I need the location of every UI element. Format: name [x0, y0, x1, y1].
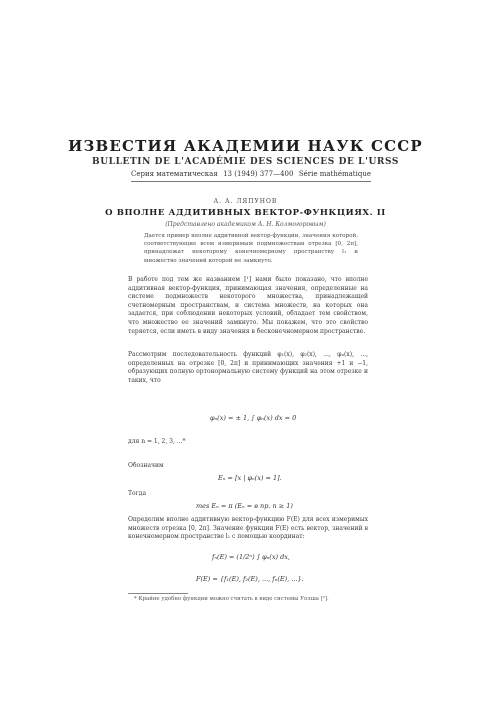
header-divider [131, 181, 371, 182]
paragraph-6: Определим вполне аддитивную вектор-функцию F(E) для всех измеримых множеств отрезка [0, 2π]. Значение функции F(E) есть вектор, значений в конечномерном пространстве l₁ с помощью координат: [128, 516, 368, 541]
article-title: О ВПОЛНЕ АДДИТИВНЫХ ВЕКТОР-ФУНКЦИЯХ. II [105, 208, 386, 218]
series-line [131, 170, 371, 178]
article-author: А. А. ЛЯПУНОВ [213, 198, 278, 205]
paragraph-5: Тогда [128, 490, 147, 497]
journal-title: ИЗВЕСТИЯ АКАДЕМИИ НАУК СССР [68, 137, 423, 155]
abstract: Дается пример вполне аддитивной вектор-функции, значения которой, соответствующие всем измеримым подмножествам отрезка [0, 2π], принадлежат некоторому конечномерному пространству l₁ и множество значений которой не замкнуто. [144, 233, 358, 264]
footnote: * Крайне удобно функции можно считать в виде системы Уолша [²]. [134, 596, 329, 602]
series-left: Серия математическая [131, 170, 218, 178]
formula-4: fₙ(E) = (1/2ⁿ) ∫ φₙ(x) dx, [212, 553, 291, 561]
paragraph-3: для n = 1, 2, 3, ...* [128, 438, 186, 445]
presented-by: (Представлено академиком А. Н. Колмогоровым) [165, 221, 326, 228]
formula-1: φₙ(x) = ± 1, ∫ φₙ(x) dx = 0 [210, 414, 297, 422]
series-right: Série mathématique [298, 170, 371, 178]
paragraph-4: Обозначим [128, 462, 164, 469]
formula-3: mes Eₙ = π (Eₙ = в пр. n ≥ 1) [196, 502, 293, 510]
journal-subtitle: BULLETIN DE L'ACADÉMIE DES SCIENCES DE L'URSS [91, 157, 399, 167]
formula-5: F(E) = {f₁(E), f₂(E), ..., fₙ(E), ...}. [196, 575, 304, 583]
footnote-divider [128, 593, 188, 594]
series-center: 13 (1949) 377—400 [223, 170, 294, 178]
paragraph-1: В работе под тем же названием [¹] нами было показано, что вполне аддитивная вектор-функция, принимающая значения, определенные на системе подмножеств некоторого множества, принадлежащей счетномерным пространствам, и система множеств, на которых она задается, при соблюдении некоторых условий, обладает тем свойством, что множество ее значений замкнуто. Мы покажем, что это свойство теряется, если иметь в виду значения в бесконечномерном пространстве. [128, 276, 368, 335]
formula-2: Eₙ = [x | φₙ(x) = 1]. [218, 474, 282, 482]
paragraph-2: Рассмотрим последовательность функций φ₁(x), φ₂(x), ..., φₙ(x), ..., определенных на отрезке [0, 2π] и принимающих значения +1 и −1, образующих полную ортонормальную систему функций на этом отрезке и таких, что [128, 351, 368, 384]
